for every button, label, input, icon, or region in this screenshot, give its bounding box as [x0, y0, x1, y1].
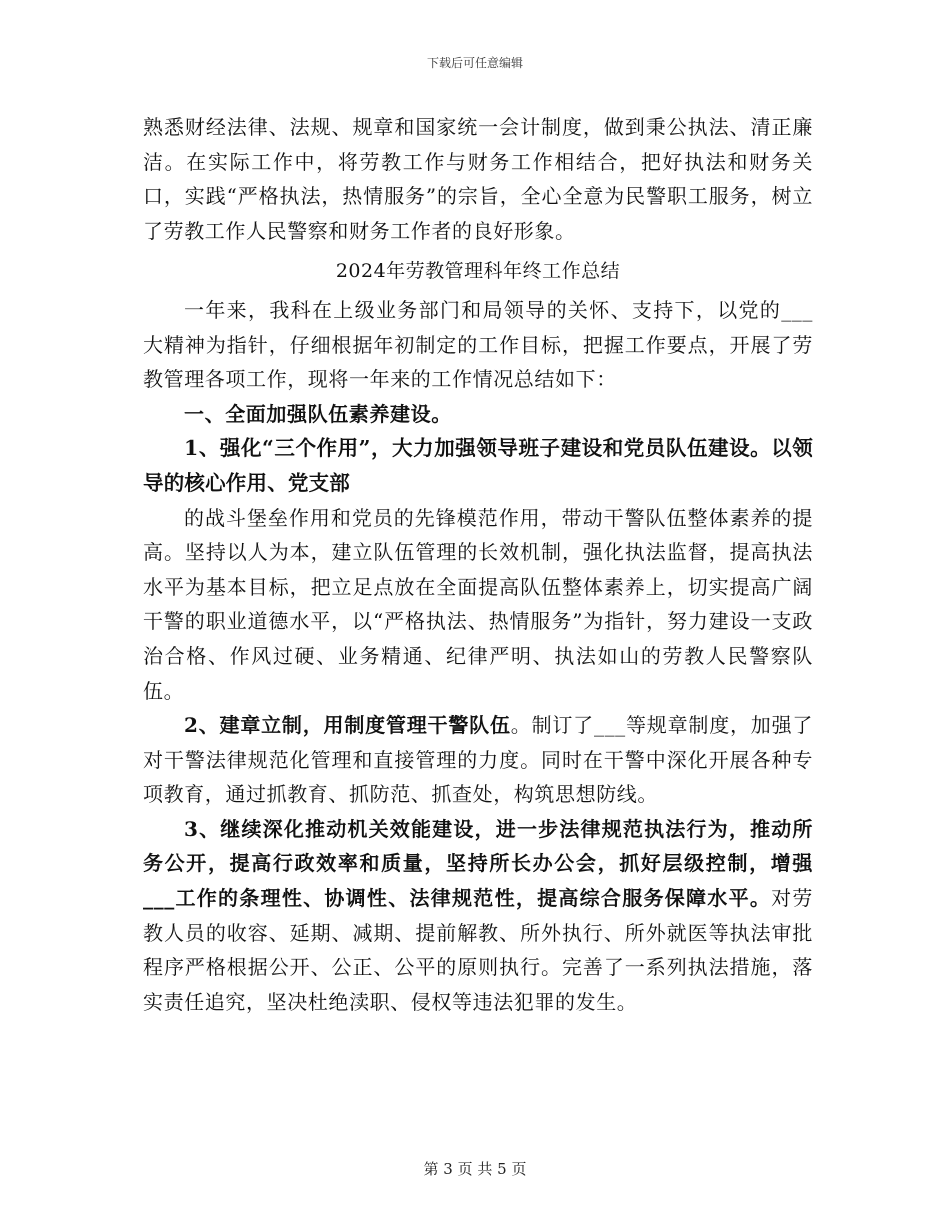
intro-paragraph: 熟悉财经法律、法规、规章和国家统一会计制度，做到秉公执法、清正廉洁。在实际工作中，将劳教工作与财务工作相结合，把好执法和财务关口，实践“严格执法，热情服务”的宗旨，全心全意为民警职工服务，树立了劳教工作人民警察和财务工作者的良好形象。	[143, 115, 813, 243]
item-2-heading: 2、建章立制，用制度管理干警队伍	[184, 713, 511, 738]
document-title: 2024年劳教管理科年终工作总结	[335, 260, 621, 283]
page-footer: 第 3 页 共 5 页	[423, 1160, 527, 1178]
document-body	[143, 110, 813, 1019]
item-3-paragraph	[143, 812, 813, 1020]
item-1-heading: 1、强化“三个作用”，大力加强领导班子建设和党员队伍建设。以领导的核心作用、党支部	[143, 436, 813, 495]
item-1-text: 的战斗堡垒作用和党员的先锋模范作用，带动干警队伍整体素养的提高。坚持以人为本，建立队伍管理的长效机制，强化执法监督，提高执法水平为基本目标，把立足点放在全面提高队伍整体素养上，切实提高广阔干警的职业道德水平，以“严格执法、热情服务”为指针，努力建设一支政治合格、作风过硬、业务精通、纪律严明、执法如山的劳教人民警察队伍。	[143, 505, 813, 703]
page-header: 下载后可任意编辑	[426, 56, 523, 70]
item-2-text: 。制订了___等规章制度，加强了对干警法律规范化管理和直接管理的力度。同时在干警中深化开展各种专项教育，通过抓教育、抓防范、抓查处，构筑思想防线。	[143, 713, 813, 807]
paragraph-overview: 一年来，我科在上级业务部门和局领导的关怀、支持下，以党的___大精神为指针，仔细根据年初制定的工作目标，把握工作要点，开展了劳教管理各项工作，现将一年来的工作情况总结如下：	[143, 297, 813, 392]
item-3-text: 对劳教人员的收容、延期、减期、提前解教、所外执行、所外就医等执法审批程序严格根据公开、公正、公平的原则执行。完善了一系列执法措施，落实责任追究，坚决杜绝渎职、侵权等违法犯罪的发生。	[143, 886, 813, 1014]
item-3-heading: 3、继续深化推动机关效能建设，进一步法律规范执法行为，推动所务公开，提高行政效率和质量，坚持所长办公会，抓好层级控制，增强___工作的条理性、协调性、法律规范性，提高综合服务保障水平。	[143, 816, 813, 911]
item-2-paragraph	[143, 708, 813, 812]
section-heading-1: 一、全面加强队伍素养建设。	[184, 401, 452, 426]
